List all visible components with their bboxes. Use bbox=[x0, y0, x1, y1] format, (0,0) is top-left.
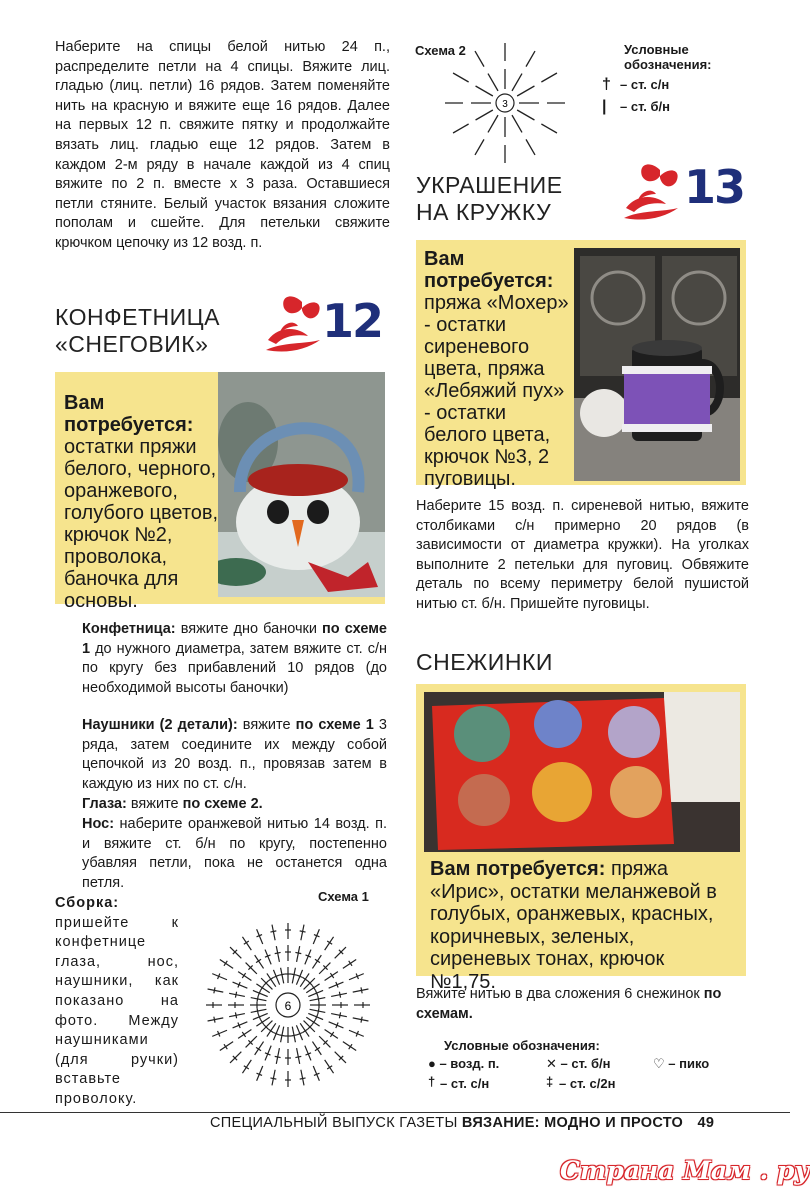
section12-paragraph-earmuffs bbox=[82, 716, 387, 794]
scheme1-stitch-bar bbox=[318, 996, 319, 1002]
snowflakes-paragraph-a: Вяжите нитью в два сложения 6 снежинок bbox=[416, 986, 704, 1002]
scheme1-stitch-bar bbox=[256, 959, 261, 962]
scheme1-stitch-bar bbox=[330, 1032, 333, 1037]
scheme1-center: 6 bbox=[284, 999, 292, 1013]
scheme1-stitch-bar bbox=[235, 1012, 236, 1018]
section12-p2-scheme: по схеме 1 bbox=[295, 717, 374, 733]
scheme1-stitch-bar bbox=[270, 931, 276, 932]
scheme1-stitch bbox=[208, 989, 224, 992]
scheme1-stitch-bar bbox=[279, 1035, 285, 1036]
section12-badge bbox=[262, 290, 397, 360]
scheme1-stitch bbox=[229, 993, 245, 996]
scheme1-label: Схема 1 bbox=[318, 889, 369, 904]
snowman-candy-jar-photo bbox=[218, 372, 385, 597]
scheme1-stitch bbox=[220, 1042, 233, 1051]
section12-p5-a: пришейте к конфетнице глаза, нос, наушники, как показано на фото. Между наушниками (для ручки) вставьте проволоку. bbox=[55, 914, 179, 1107]
scheme2-label: Схема 2 bbox=[415, 43, 466, 58]
scheme1-stitch-bar bbox=[224, 961, 227, 966]
scheme1-stitch bbox=[331, 1014, 347, 1017]
scheme2-legend bbox=[602, 42, 752, 116]
scheme1-stitch bbox=[276, 1048, 279, 1064]
scheme2-stitch bbox=[526, 51, 535, 67]
scheme1-stitch-bar bbox=[242, 973, 245, 978]
scheme1-stitch-bar bbox=[244, 941, 249, 944]
scheme2-stitch bbox=[476, 110, 493, 120]
snowflakes-requirements bbox=[430, 858, 735, 993]
snowflakes-req-title: Вам потребуется: bbox=[430, 858, 606, 880]
section12-paragraph-nose bbox=[82, 815, 387, 893]
scheme2-legend-row-2 bbox=[602, 98, 752, 116]
scheme1-stitch-bar bbox=[256, 1047, 261, 1050]
scheme1-stitch bbox=[238, 1029, 251, 1038]
scheme1-stitch-bar bbox=[242, 1032, 245, 1037]
scheme1-stitch bbox=[272, 1070, 275, 1086]
scheme1-stitch bbox=[272, 925, 275, 941]
legend-single-crochet: ✕ – ст. б/н bbox=[546, 1056, 611, 1071]
legend-double-crochet: – ст. с/н bbox=[440, 1076, 490, 1091]
scheme2-center: 3 bbox=[502, 99, 508, 110]
section13-paragraph: Наберите 15 возд. п. сиреневой нитью, вяжите столбиками с/н примерно 20 рядов (в зависимости от диаметра кружки). На уголках выполните 2 петельки для пуговиц. Обвяжите деталь по всему периметру белой пушистой нитью ст. б/н. Пришейте пуговицы. bbox=[416, 498, 749, 612]
section13-badge bbox=[620, 158, 760, 228]
snowman-photo-illustration bbox=[218, 372, 385, 597]
scheme1-stitch-bar bbox=[300, 1078, 306, 1079]
butterfly-ornament-icon bbox=[620, 160, 692, 226]
scheme1-stitch-bar bbox=[349, 1044, 352, 1049]
scheme1-stitch bbox=[292, 1027, 295, 1043]
site-watermark: Страна Мам . ру bbox=[560, 1156, 810, 1185]
scheme1-diagram bbox=[188, 905, 388, 1105]
scheme2-stitch bbox=[512, 74, 522, 91]
scheme1-stitch bbox=[229, 1014, 245, 1017]
scheme2-stitch bbox=[453, 73, 469, 82]
scheme1-stitch bbox=[297, 1048, 300, 1064]
single-stitch-symbol-icon: | bbox=[602, 98, 607, 115]
scheme1-stitch bbox=[281, 968, 284, 984]
scheme1-stitch bbox=[331, 993, 347, 996]
scheme1-stitch-bar bbox=[244, 1066, 249, 1069]
scheme2-stitch bbox=[526, 139, 535, 155]
scheme1-stitch bbox=[251, 998, 267, 1001]
scheme1-stitch-bar bbox=[261, 985, 264, 990]
scheme1-stitch bbox=[208, 1018, 224, 1021]
snowflakes-legend-title: Условные обозначения: bbox=[444, 1038, 600, 1053]
scheme1-stitch-bar bbox=[303, 978, 308, 981]
scheme1-stitch-bar bbox=[268, 978, 273, 981]
section12-p1-label: Конфетница: bbox=[82, 621, 176, 637]
snowflakes-legend bbox=[428, 1038, 758, 1096]
pillow-photo-illustration bbox=[424, 692, 740, 852]
scheme1-stitch-bar bbox=[303, 1029, 308, 1032]
footer bbox=[210, 1115, 782, 1131]
section12-p4-label: Нос: bbox=[82, 816, 115, 832]
scheme1-stitch bbox=[343, 959, 356, 968]
section12-number: 12 bbox=[322, 294, 383, 348]
scheme1-stitch-bar bbox=[349, 961, 352, 966]
scheme2-legend-item-1: – ст. с/н bbox=[620, 77, 670, 92]
section12-p3-label: Глаза: bbox=[82, 796, 127, 812]
scheme1-stitch-bar bbox=[261, 1020, 264, 1025]
section12-p2-label: Наушники (2 детали): bbox=[82, 717, 238, 733]
section12-p2-a: вяжите bbox=[237, 717, 296, 733]
snowflakes-paragraph bbox=[416, 985, 749, 1024]
scheme1-stitch-bar bbox=[312, 985, 315, 990]
scheme1-stitch-bar bbox=[257, 996, 258, 1002]
section12-p1-a: вяжите дно баночки bbox=[175, 621, 323, 637]
section12-p3-a: вяжите bbox=[126, 796, 183, 812]
page-number: 49 bbox=[697, 1115, 715, 1131]
section13-requirements bbox=[424, 248, 574, 490]
scheme1-stitch bbox=[325, 1029, 338, 1038]
scheme2-stitch bbox=[488, 74, 498, 91]
section12-p1-scheme: по схеме 1 bbox=[82, 621, 387, 657]
double-crochet-symbol-icon: † bbox=[428, 1074, 436, 1089]
scheme1-stitch bbox=[238, 972, 251, 981]
footer-publication: ВЯЗАНИЕ: МОДНО И ПРОСТО bbox=[461, 1115, 684, 1131]
scheme2-diagram bbox=[440, 38, 570, 168]
treble-crochet-symbol-icon: ‡ bbox=[546, 1074, 554, 1089]
scheme1-stitch bbox=[281, 1027, 284, 1043]
legend-treble-crochet: – ст. с/2н bbox=[559, 1076, 616, 1091]
scheme1-stitch-bar bbox=[339, 1012, 340, 1018]
snowflakes-req-text: пряжа «Ирис», остатки меланжевой в голубых, оранжевых, красных, коричневых, зеленых, сиреневых тонах, крючок №1,75. bbox=[430, 858, 717, 993]
mug-photo-illustration bbox=[574, 248, 740, 481]
section12-p2-b: 3 ряда, затем соедините их между собой цепочкой из 20 возд. п., провязав затем в каждую из них по ст. с/н. bbox=[82, 717, 387, 792]
scheme1-stitch-bar bbox=[339, 992, 340, 998]
scheme2-stitch bbox=[475, 51, 484, 67]
scheme1-stitch bbox=[310, 998, 326, 1001]
scheme1-stitch-bar bbox=[327, 941, 332, 944]
scheme2-stitch bbox=[476, 86, 493, 96]
scheme1-stitch-bar bbox=[275, 1056, 281, 1057]
scheme1-stitch bbox=[255, 955, 264, 968]
scheme1-stitch bbox=[220, 959, 233, 968]
section12-req-title: Вам потребуется: bbox=[64, 392, 194, 436]
scheme1-stitch bbox=[301, 925, 304, 941]
section13-req-text: пряжа «Мохер» - остатки сиреневого цвета, пряжа «Лебяжий пух» - остатки белого цвета, крючок №3, 2 пуговицы. bbox=[424, 292, 569, 490]
section12-req-text: остатки пряжи белого, черного, оранжевого, голубого цветов, крючок №2, проволока, баночка для основы. bbox=[64, 436, 219, 612]
section13-title-line2: НА КРУЖКУ bbox=[416, 199, 552, 225]
scheme1-stitch bbox=[312, 955, 321, 968]
footer-prefix: СПЕЦИАЛЬНЫЙ ВЫПУСК ГАЗЕТЫ bbox=[210, 1115, 462, 1131]
scheme1-stitch bbox=[297, 946, 300, 962]
section12-p4-a: наберите оранжевой нитью 14 возд. п. и вяжите ст. б/н по кругу, постепенно убавляя петли, пока не останется одна петля. bbox=[82, 816, 387, 891]
scheme1-stitch bbox=[319, 963, 330, 974]
scheme1-stitch bbox=[353, 989, 369, 992]
scheme2-stitch bbox=[488, 115, 498, 132]
scheme1-stitch-bar bbox=[257, 1008, 258, 1014]
snowflakes-pillow-photo bbox=[424, 692, 740, 852]
scheme2-stitch bbox=[512, 115, 522, 132]
scheme1-stitch-bar bbox=[361, 1017, 362, 1023]
section12-title-line2: «СНЕГОВИК» bbox=[55, 331, 209, 357]
section13-req-title: Вам потребуется: bbox=[424, 248, 554, 292]
snowflakes-title: СНЕЖИНКИ bbox=[416, 649, 553, 675]
scheme1-stitch bbox=[242, 937, 251, 950]
scheme1-stitch-bar bbox=[268, 1029, 273, 1032]
scheme1-stitch bbox=[292, 968, 295, 984]
scheme2-stitch bbox=[541, 73, 557, 82]
section12-title-line1: КОНФЕТНИЦА bbox=[55, 304, 221, 330]
scheme1-stitch-bar bbox=[295, 1056, 301, 1057]
scheme1-stitch bbox=[301, 1070, 304, 1086]
scheme1-stitch bbox=[230, 1052, 241, 1063]
legend-picot: ♡ – пико bbox=[653, 1056, 710, 1071]
scheme1-stitch bbox=[325, 937, 334, 950]
scheme1-stitch-bar bbox=[318, 1008, 319, 1014]
scheme1-stitch-bar bbox=[235, 992, 236, 998]
scheme2-stitch bbox=[475, 139, 484, 155]
scheme1-stitch-bar bbox=[295, 952, 301, 953]
scheme1-stitch bbox=[246, 963, 257, 974]
scheme1-stitch-bar bbox=[312, 1020, 315, 1025]
snowflakes-legend-rows bbox=[428, 1056, 758, 1096]
scheme1-stitch-bar bbox=[270, 1078, 276, 1079]
scheme1-stitch-bar bbox=[214, 1017, 215, 1023]
scheme2-stitch bbox=[517, 86, 534, 96]
scheme2-stitch bbox=[453, 124, 469, 133]
scheme1-stitch bbox=[325, 972, 338, 981]
intro-paragraph: Наберите на спицы белой нитью 24 п., распределите петли на 4 спицы. Вяжите лиц. гладью (лиц. петли) 16 рядов. Затем поменяйте нить на красную и вяжите еще 16 рядов. Далее на первых 12 п. свяжите пятку и продолжайте вязать лиц. гладью еще 12 рядов. Затем в каждом 2-м ряду в начале каждой из 4 спиц вяжите по 2 п. вместе х 3 раза. Оставшиеся петли стяните. Белый участок вязания сложите пополам и сшейте. Для петельки свяжите крючком цепочку из 12 возд. п. bbox=[55, 39, 390, 251]
legend-chain: ● – возд. п. bbox=[428, 1056, 500, 1071]
scheme1-stitch-bar bbox=[275, 952, 281, 953]
section12-requirements bbox=[64, 392, 224, 612]
snowflakes-paragraph-b: по схемам. bbox=[416, 986, 722, 1022]
scheme1-stitch-bar bbox=[315, 1047, 320, 1050]
scheme1-stitch bbox=[246, 1036, 257, 1047]
section12-title bbox=[55, 304, 220, 358]
scheme1-stitch bbox=[335, 1052, 346, 1063]
section12-p5-label: Сборка: bbox=[55, 895, 120, 911]
section13-number: 13 bbox=[684, 160, 745, 214]
scheme2-legend-title: Условные обозначения: bbox=[624, 42, 712, 72]
scheme1-stitch-bar bbox=[224, 1044, 227, 1049]
scheme1-stitch bbox=[312, 1042, 321, 1055]
section13-title bbox=[416, 172, 563, 226]
scheme1-stitch bbox=[319, 1036, 330, 1047]
scheme1-stitch bbox=[242, 1060, 251, 1073]
scheme1-stitch bbox=[335, 947, 346, 958]
scheme1-stitch-bar bbox=[330, 973, 333, 978]
scheme1-stitch bbox=[353, 1018, 369, 1021]
section12-paragraph-eyes bbox=[82, 795, 387, 815]
scheme1-stitch bbox=[276, 946, 279, 962]
scheme1-stitch-bar bbox=[291, 1035, 297, 1036]
scheme2-legend-item-2: – ст. б/н bbox=[620, 99, 671, 114]
section13-title-line1: УКРАШЕНИЕ bbox=[416, 172, 563, 198]
scheme1-stitch bbox=[325, 1060, 334, 1073]
scheme1-stitch-bar bbox=[300, 931, 306, 932]
section12-paragraph-assembly bbox=[55, 894, 179, 1110]
scheme1-stitch bbox=[343, 1042, 356, 1051]
scheme1-stitch-bar bbox=[327, 1066, 332, 1069]
scheme1-stitch bbox=[251, 1009, 267, 1012]
scheme2-stitch bbox=[517, 110, 534, 120]
section12-p3-scheme: по схеме 2. bbox=[182, 796, 263, 812]
footer-rule bbox=[0, 1112, 790, 1113]
scheme1-stitch-bar bbox=[315, 959, 320, 962]
scheme1-stitch-bar bbox=[279, 974, 285, 975]
double-stitch-symbol-icon: † bbox=[602, 76, 611, 93]
scheme1-stitch bbox=[310, 1009, 326, 1012]
scheme1-stitch-bar bbox=[361, 987, 362, 993]
scheme1-stitch bbox=[230, 947, 241, 958]
scheme1-stitch-bar bbox=[214, 987, 215, 993]
mug-cozy-photo bbox=[574, 248, 740, 481]
scheme2-legend-row-1 bbox=[602, 76, 752, 94]
section12-p1-b: до нужного диаметра, затем вяжите ст. с/н по кругу без прибавлений 10 рядов (до необходимой высоты баночки) bbox=[82, 640, 387, 696]
section12-paragraph-candy bbox=[82, 620, 387, 698]
scheme1-stitch-bar bbox=[291, 974, 297, 975]
scheme2-stitch bbox=[541, 124, 557, 133]
scheme1-stitch bbox=[255, 1042, 264, 1055]
